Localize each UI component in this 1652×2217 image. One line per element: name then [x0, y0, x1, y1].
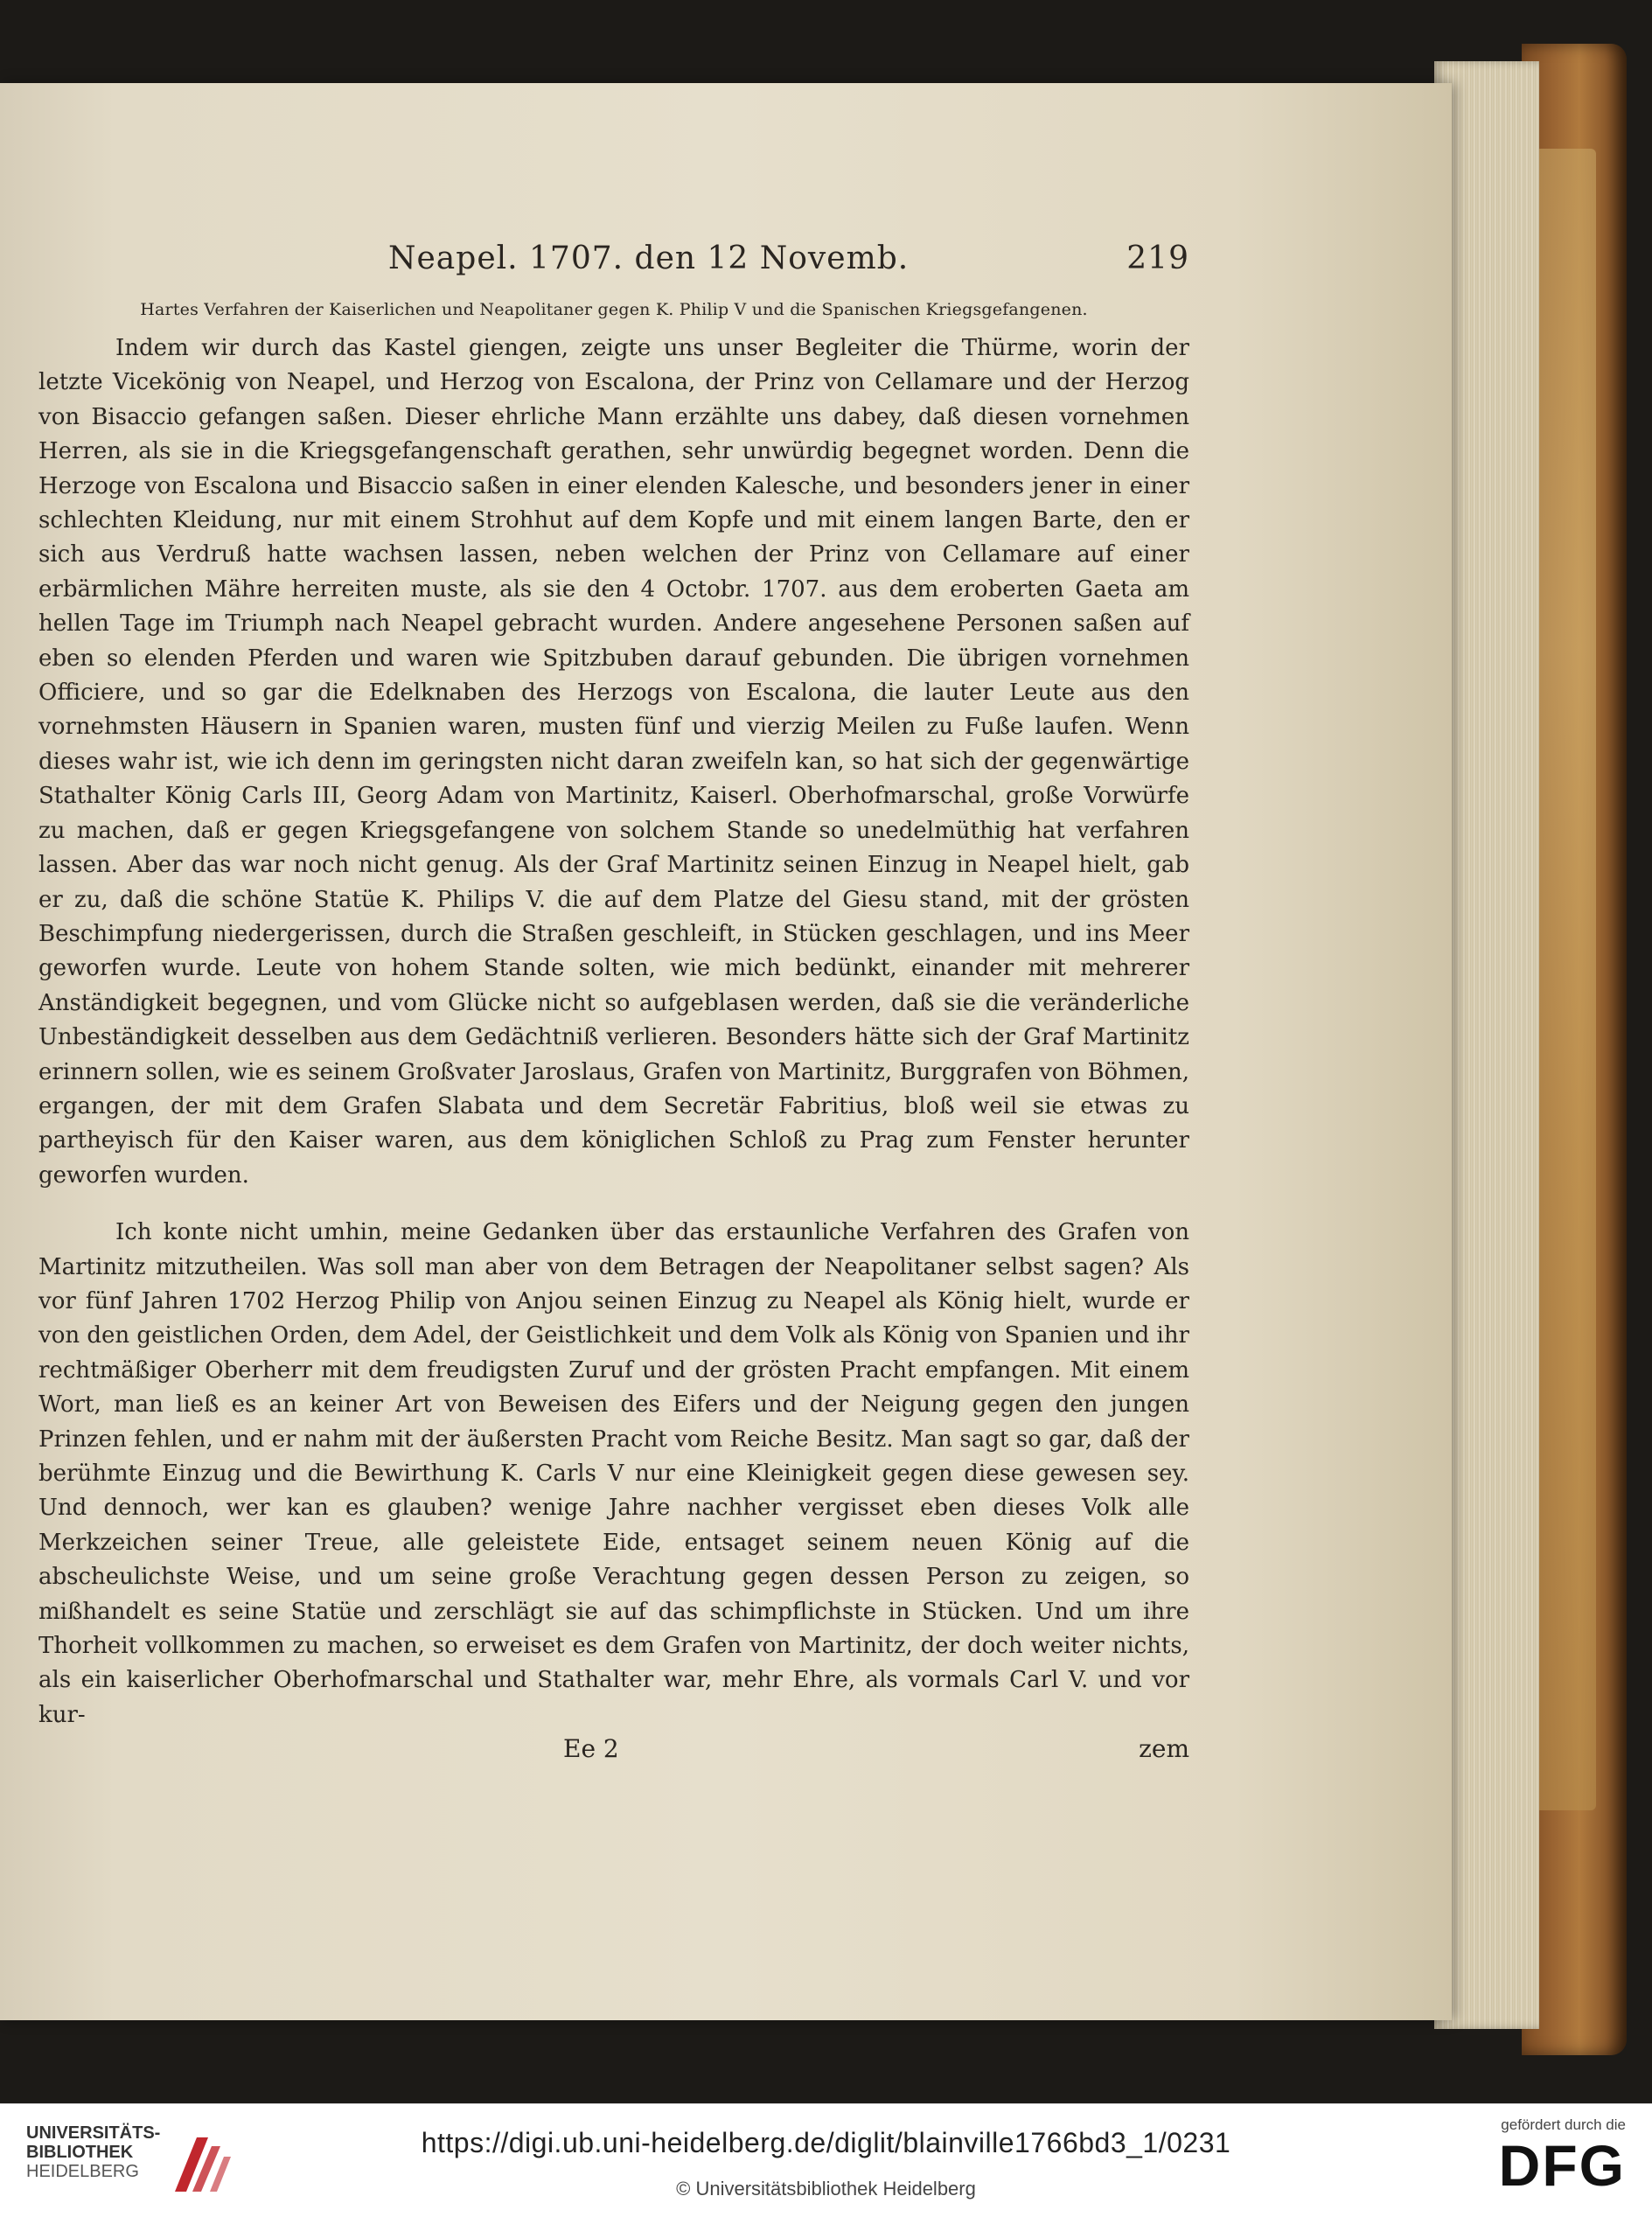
catchword-line — [38, 1734, 1189, 1773]
dfg-caption: gefördert durch die — [1501, 2116, 1626, 2133]
dfg-logo: DFG — [1498, 2133, 1626, 2198]
library-name-line: HEIDELBERG — [26, 2162, 139, 2181]
library-name-line: UNIVERSITÄTS- — [26, 2123, 161, 2143]
paragraph: Indem wir durch das Kastel giengen, zeigte uns unser Begleiter die Thürme, worin der letzte Vicekönig von Neapel, und Herzog von Escalona, der Prinz von Cellamare und der Herzog von Bisaccio gefangen saßen. Dieser ehrliche Mann erzählte uns dabey, daß diesen vornehmen Herren, als sie in die Kriegsgefangenschaft gerathen, sehr unwürdig begegnet worden. Denn die Herzoge von Escalona und Bisaccio saßen in einer elenden Kalesche, und besonders jener in einer schlechten Kleidung, nur mit einem Strohhut auf dem Kopfe und mit einem langen Barte, den er sich aus Verdruß hatte wachsen lassen, neben welchen der Prinz von Cellamare auf einer erbärmlichen Mähre herreiten muste, als sie den 4 Octobr. 1707. aus dem eroberten Gaeta am hellen Tage im Triumph nach Neapel gebracht wurden. Andere angesehene Personen saßen auf eben so elenden Pferden und waren wie Spitzbuben darauf gebunden. Die übrigen vornehmen Officiere, und so gar die Edelknaben des Herzogs von Escalona, die lauter Leute aus den vornehmsten Häusern in Spanien waren, musten fünf und vierzig Meilen zu Fuße laufen. Wenn dieses wahr ist, wie ich denn im geringsten nicht daran zweifeln kan, so hat sich der gegenwärtige Stathalter König Carls III, Georg Adam von Martinitz, Kaiserl. Oberhofmarschal, große Vorwürfe zu machen, daß er gegen Kriegsgefangene von solchem Stande so unedelmüthig hat verfahren lassen. Aber das war noch nicht genug. Als der Graf Martinitz seinen Einzug in Neapel hielt, gab er zu, daß die schöne Statüe K. Philips V. die auf dem Platze del Giesu stand, mit der grösten Beschimpfung niedergerissen, durch die Straßen geschleift, in Stücken geschlagen, und ins Meer geworfen wurde. Leute von hohem Stande solten, wie mich bedünkt, einander mit mehrerer Anständigkeit begegnen, und vom Glücke nicht so aufgeblasen werden, daß sie die veränderliche Unbeständigkeit desselben aus dem Gedächtniß verlieren. Besonders hätte sich der Graf Martinitz erinnern sollen, wie es seinem Großvater Jaroslaus, Grafen von Martinitz, Burggrafen von Böhmen, ergangen, der mit dem Grafen Slabata und dem Secretär Fabritius, bloß weil sie etwas zu partheyisch für den Kaiser waren, aus dem königlichen Schloß zu Prag zum Fenster herunter geworfen wurden. — [38, 335, 1189, 1189]
running-head — [38, 241, 1189, 291]
paragraph: Ich konte nicht umhin, meine Gedanken über das erstaunliche Verfahren des Grafen von Martinitz mitzutheilen. Was soll man aber von dem Betragen der Neapolitaner selbst sagen? Als vor fünf Jahren 1702 Herzog Philip von Anjou seinen Einzug zu Neapel als König hielt, wurde er von den geistlichen Orden, dem Adel, der Geistlichkeit und dem Volk als König von Spanien und ihr rechtmäßiger Oberherr mit dem freudigsten Zuruf und der grösten Pracht empfangen. Mit einem Wort, man ließ es an keiner Art von Beweisen des Eifers und der Neigung gegen den jungen Prinzen fehlen, und er nahm mit der äußersten Pracht vom Reiche Besitz. Man sagt so gar, daß der berühmte Einzug und die Bewirthung K. Carls V nur eine Kleinigkeit gegen diese gewesen sey. Und dennoch, wer kan es glauben? wenige Jahre nachher vergisset eben dieses Volk alle Merkzeichen seiner Treue, alle geleistete Eide, entsaget seinem neuen König auf die abscheulichste Weise, und um seine große Verachtung gegen dessen Person zu zeigen, so mißhandelt es seine Statüe und zerschlägt sie auf das schimpflichste in Stücken. Und um ihre Thorheit vollkommen zu machen, so erweiset es dem Grafen von Martinitz, der doch weiter nichts, als ein kaiserlicher Oberhofmarschal und Stathalter war, mehr Ehre, als vormals Carl V. und vor kur- — [38, 1219, 1189, 1728]
catchword: zem — [1139, 1734, 1189, 1764]
permalink-url[interactable]: https://digi.ub.uni-heidelberg.de/diglit/blainville1766bd3_1/0231 — [421, 2127, 1231, 2158]
book-page — [0, 83, 1452, 2020]
library-name-line: BIBLIOTHEK — [26, 2143, 134, 2162]
running-title: Neapel. 1707. den 12 Novemb. — [388, 241, 910, 276]
dfg-sponsor[interactable] — [1468, 2116, 1626, 2213]
page-number: 219 — [1126, 241, 1189, 276]
copyright-notice: © Universitätsbibliothek Heidelberg — [676, 2178, 976, 2200]
viewer-footer — [0, 2103, 1652, 2217]
text-block — [38, 241, 1189, 1773]
summary-line: Hartes Verfahren der Kaiserlichen und Neapolitaner gegen K. Philip V und die Spanischen Kriegsgefangenen. — [140, 300, 1088, 319]
signature-mark: Ee 2 — [563, 1734, 619, 1764]
